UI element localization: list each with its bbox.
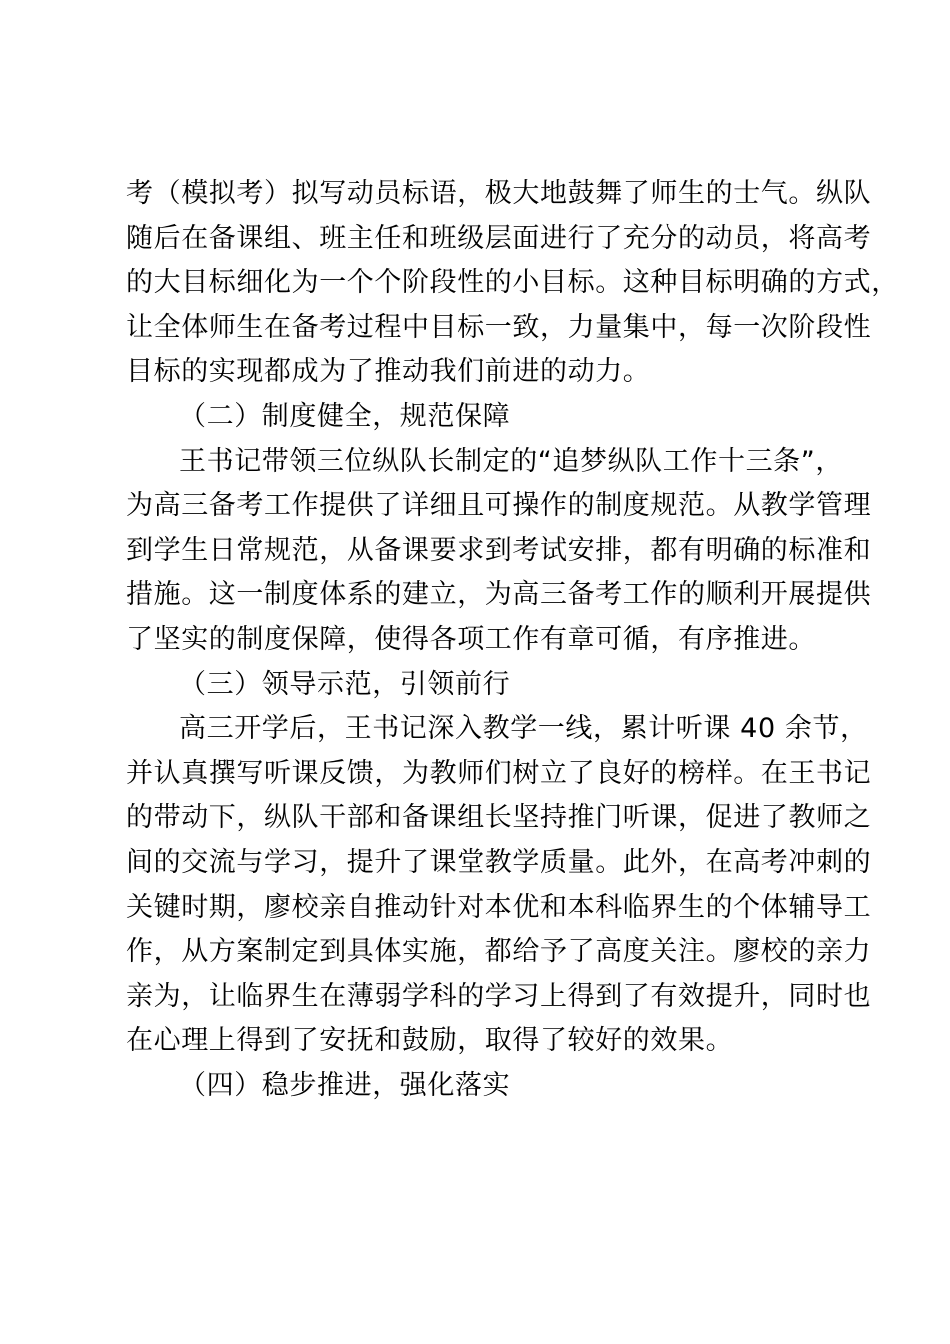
paragraph-line: 为高三备考工作提供了详细且可操作的制度规范。从教学管理 xyxy=(126,490,872,522)
paragraph-line: 关键时期，廖校亲自推动针对本优和本科临界生的个体辅导工 xyxy=(126,891,872,923)
paragraph-line: 让全体师生在备考过程中目标一致，力量集中，每一次阶段性 xyxy=(126,311,872,343)
paragraph-line: 到学生日常规范，从备课要求到考试安排，都有明确的标准和 xyxy=(126,534,872,566)
paragraph-line: 随后在备课组、班主任和班级层面进行了充分的动员，将高考 xyxy=(126,222,872,254)
paragraph-line: 间的交流与学习，提升了课堂教学质量。此外，在高考冲刺的 xyxy=(126,846,872,878)
paragraph-line: 作，从方案制定到具体实施，都给予了高度关注。廖校的亲力 xyxy=(126,936,872,968)
section-heading-4: （四）稳步推进，强化落实 xyxy=(179,1069,511,1101)
paragraph-first-line: 王书记带领三位纵队长制定的“追梦纵队工作十三条”， xyxy=(179,445,843,477)
paragraph-line: 目标的实现都成为了推动我们前进的动力。 xyxy=(126,356,651,388)
paragraph-line: 考（模拟考）拟写动员标语，极大地鼓舞了师生的士气。纵队 xyxy=(126,178,872,209)
section-heading-2: （二）制度健全，规范保障 xyxy=(179,400,511,432)
paragraph-line: 并认真撰写听课反馈，为教师们树立了良好的榜样。在王书记 xyxy=(126,757,872,789)
document-body xyxy=(126,172,899,1108)
section-heading-3: （三）领导示范，引领前行 xyxy=(179,668,511,700)
paragraph-line: 了坚实的制度保障，使得各项工作有章可循，有序推进。 xyxy=(126,623,816,655)
paragraph-line: 亲为，让临界生在薄弱学科的学习上得到了有效提升，同时也 xyxy=(126,980,872,1012)
paragraph-line: 的带动下，纵队干部和备课组长坚持推门听课，促进了教师之 xyxy=(126,802,872,834)
paragraph-line: 的大目标细化为一个个阶段性的小目标。这种目标明确的方式， xyxy=(126,267,899,299)
paragraph-line: 措施。这一制度体系的建立，为高三备考工作的顺利开展提供 xyxy=(126,579,872,611)
paragraph-line: 在心理上得到了安抚和鼓励，取得了较好的效果。 xyxy=(126,1025,734,1057)
paragraph-first-line: 高三开学后，王书记深入教学一线，累计听课 40 余节， xyxy=(179,713,868,745)
